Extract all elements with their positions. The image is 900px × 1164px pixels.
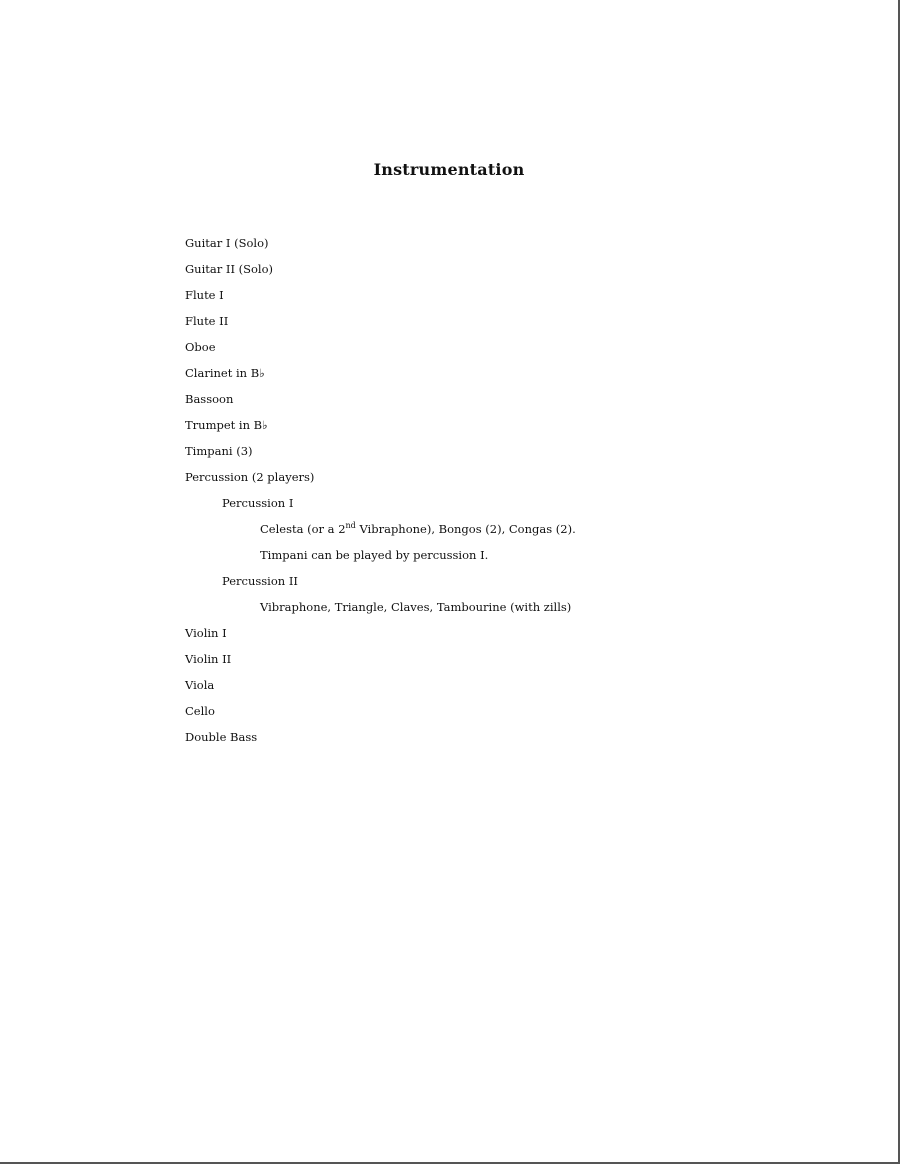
instrument-viola: Viola <box>185 678 215 692</box>
instrument-percussion: Percussion (2 players) <box>185 470 315 484</box>
instrument-flute-1: Flute I <box>185 288 224 302</box>
instrument-trumpet: Trumpet in B♭ <box>185 418 268 432</box>
percussion-1-text-post: Vibraphone), Bongos (2), Congas (2). <box>355 522 576 536</box>
instrument-guitar-2: Guitar II (Solo) <box>185 262 274 276</box>
percussion-1-instruments <box>185 521 576 547</box>
instrument-clarinet: Clarinet in B♭ <box>185 366 265 380</box>
instrument-violin-1: Violin I <box>185 626 227 640</box>
instrument-guitar-1: Guitar I (Solo) <box>185 236 269 250</box>
ordinal-superscript: nd <box>345 521 356 530</box>
instrument-timpani: Timpani (3) <box>185 444 253 458</box>
page-title: Instrumentation <box>373 160 525 179</box>
instrument-list <box>185 235 576 755</box>
instrument-oboe: Oboe <box>185 340 216 354</box>
instrument-bassoon: Bassoon <box>185 392 234 406</box>
percussion-1-heading: Percussion I <box>222 496 294 510</box>
percussion-1-text-pre: Celesta (or a 2 <box>260 522 346 536</box>
instrument-flute-2: Flute II <box>185 314 229 328</box>
instrument-double-bass: Double Bass <box>185 730 258 744</box>
percussion-2-heading: Percussion II <box>222 574 298 588</box>
instrument-cello: Cello <box>185 704 215 718</box>
percussion-2-instruments: Vibraphone, Triangle, Claves, Tambourine (with zills) <box>260 600 572 614</box>
percussion-1-note: Timpani can be played by percussion I. <box>260 548 489 562</box>
instrument-violin-2: Violin II <box>185 652 232 666</box>
